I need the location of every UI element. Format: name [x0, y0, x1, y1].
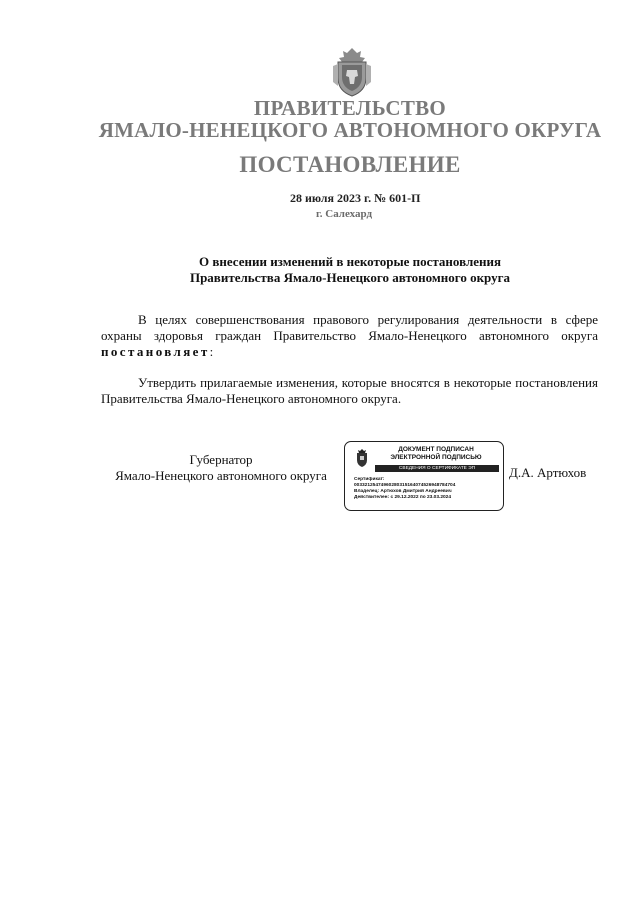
stamp-owner: Владелец: Артюхов Дмитрий Андреевич	[354, 489, 452, 494]
stamp-validity: Действителен: с 29.12.2022 по 23.03.2024	[354, 495, 452, 500]
date-and-number: 28 июля 2023 г. № 601-П	[290, 191, 421, 205]
title-line1: О внесении изменений в некоторые постановления	[198, 254, 502, 269]
stamp-details	[354, 477, 502, 501]
signer-position	[101, 452, 341, 484]
resolves-word: постановляет	[101, 344, 210, 359]
stamp-certificate-label: Сертификат:	[354, 477, 385, 482]
document-type: ПОСТАНОВЛЕНИЕ	[239, 152, 461, 177]
signer-position-line2: Ямало-Ненецкого автономного округа	[115, 468, 327, 483]
stamp-certificate-number: 00332125474960280315164074526948784704	[354, 483, 456, 488]
signer-position-line1: Губернатор	[189, 452, 253, 467]
stamp-emblem-icon	[355, 449, 369, 467]
preamble-text: В целях совершенствования правового регулирования деятельности в сфере охраны здоровья граждан Правительство Ямало-Ненецкого автономного округа	[101, 312, 598, 343]
stamp-header-line1: ДОКУМЕНТ ПОДПИСАН	[398, 446, 474, 453]
coat-of-arms-icon	[327, 46, 377, 98]
city: г. Салехард	[316, 208, 373, 220]
title-line2: Правительства Ямало-Ненецкого автономного округа	[189, 270, 511, 285]
stamp-header-line2: ЭЛЕКТРОННОЙ ПОДПИСЬЮ	[390, 454, 482, 461]
electronic-signature-stamp	[344, 441, 504, 511]
preamble-colon: :	[209, 344, 214, 359]
approval-paragraph: Утвердить прилагаемые изменения, которые вносятся в некоторые постановления Правительства Ямало-Ненецкого автономного округа.	[101, 375, 598, 406]
stamp-certificate-bar: СВЕДЕНИЯ О СЕРТИФИКАТЕ ЭП	[375, 465, 499, 472]
government-name-line1: ПРАВИТЕЛЬСТВО	[253, 96, 447, 120]
signer-name: Д.А. Артюхов	[509, 465, 587, 480]
preamble-paragraph	[101, 312, 598, 360]
document-title	[0, 254, 640, 286]
government-name-line2: ЯМАЛО-НЕНЕЦКОГО АВТОНОМНОГО ОКРУГА	[98, 118, 602, 142]
stamp-header	[371, 446, 501, 462]
